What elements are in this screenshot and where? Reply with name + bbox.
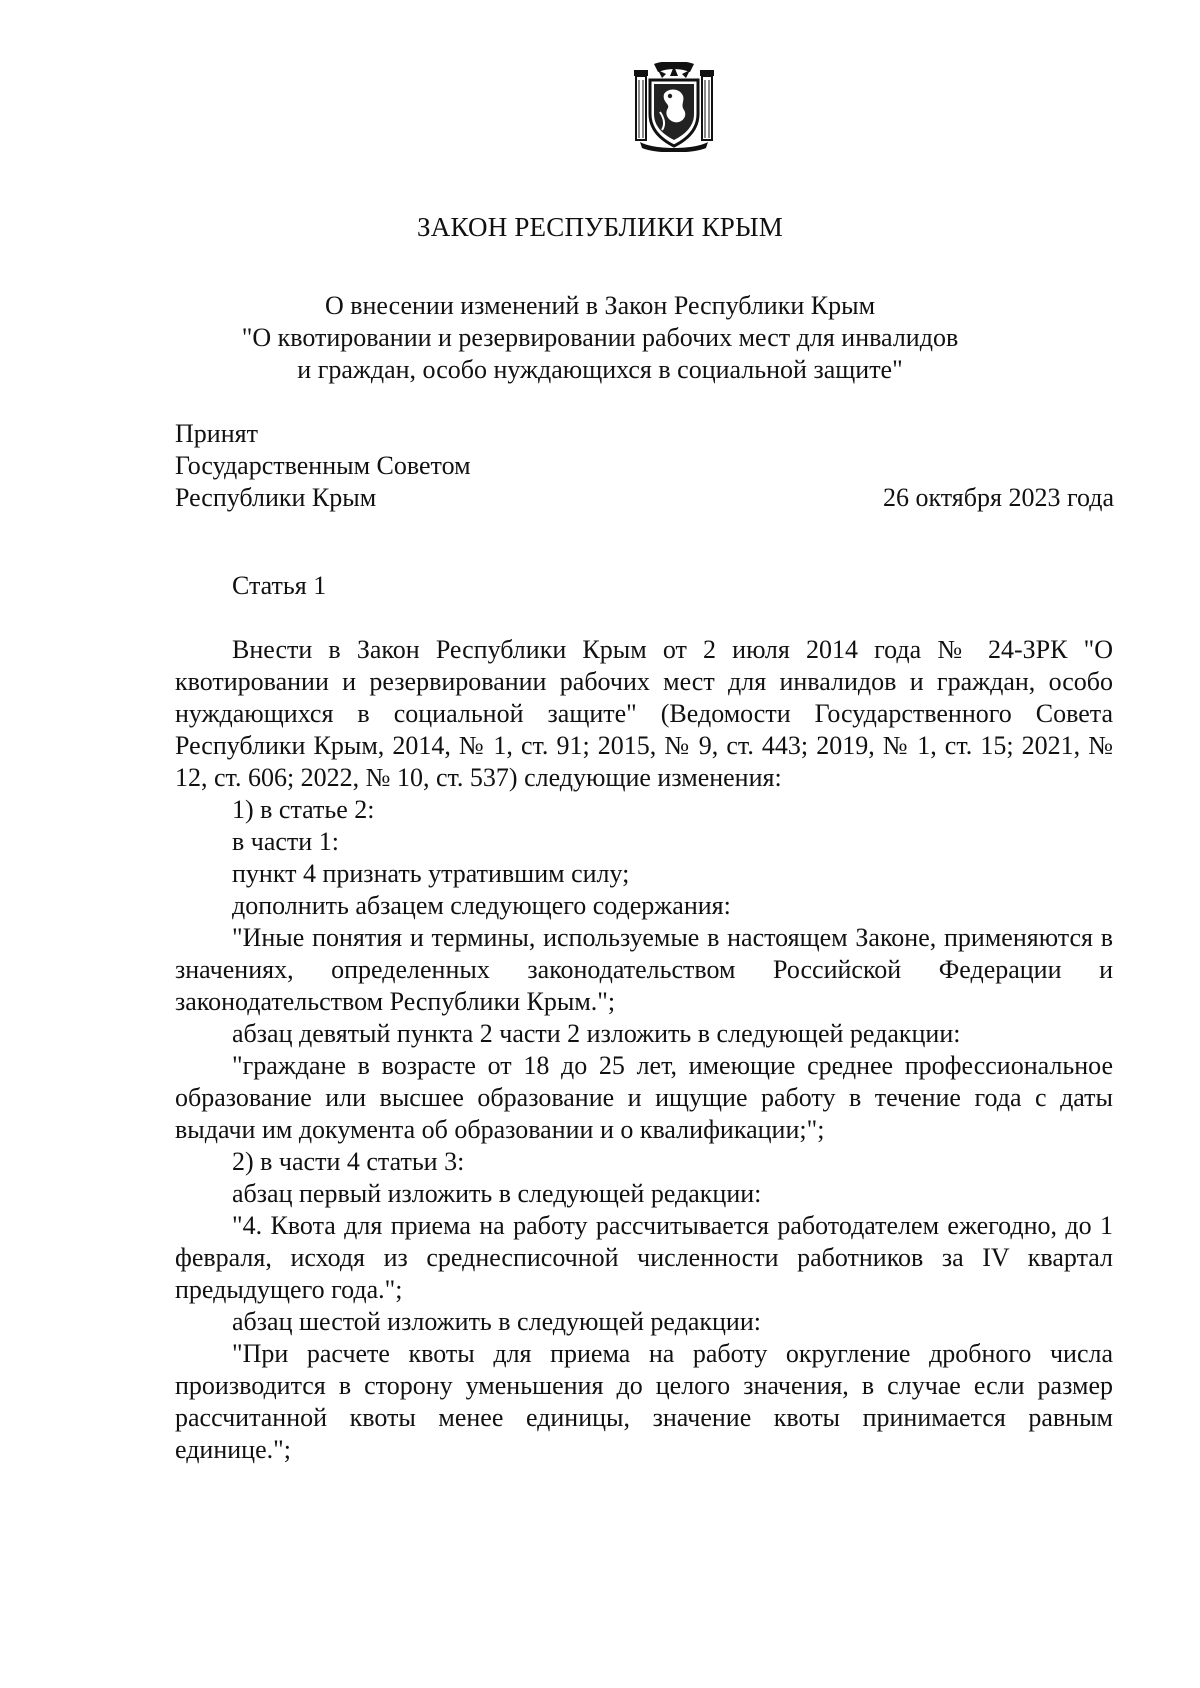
paragraph: абзац девятый пункта 2 части 2 изложить в следующей редакции: bbox=[232, 1019, 961, 1048]
subtitle-line: О внесении изменений в Закон Республики Крым bbox=[324, 291, 876, 320]
document-title: ЗАКОН РЕСПУБЛИКИ КРЫМ bbox=[417, 212, 783, 242]
subtitle-line: и граждан, особо нуждающихся в социальной защите" bbox=[297, 355, 903, 384]
adoption-line: Республики Крым bbox=[175, 483, 377, 512]
subtitle-line: "О квотировании и резервировании рабочих мест для инвалидов bbox=[241, 323, 959, 352]
article-body bbox=[175, 634, 1113, 1466]
crimea-coat-of-arms-icon bbox=[634, 62, 714, 152]
paragraph: "4. Квота для приема на работу рассчитывается работодателем ежегодно, до 1 февраля, исходя из среднесписочной численности работников за IV квартал предыдущего года."; bbox=[175, 1211, 1113, 1304]
adoption-line: Принят bbox=[175, 419, 258, 448]
paragraph: абзац шестой изложить в следующей редакции: bbox=[232, 1307, 761, 1336]
paragraph: Внести в Закон Республики Крым от 2 июля 2014 года № 24-ЗРК "О квотировании и резервировании рабочих мест для инвалидов и граждан, особо нуждающихся в социальной защите" (Ведомости Государственного Совета Республики Крым, 2014, № 1, ст. 91; 2015, № 9, ст. 443; 2019, № 1, ст. 15; 2021, № 12, ст. 606; 2022, № 10, ст. 537) следующие изменения: bbox=[175, 635, 1113, 792]
paragraph: "граждане в возрасте от 18 до 25 лет, имеющие среднее профессиональное образование или высшее образование и ищущие работу в течение года с даты выдачи им документа об образовании и о квалификации;"; bbox=[175, 1051, 1113, 1144]
adoption-line: Государственным Советом bbox=[175, 451, 471, 480]
law-subtitle bbox=[0, 290, 1200, 386]
paragraph: абзац первый изложить в следующей редакции: bbox=[232, 1179, 762, 1208]
paragraph: "Иные понятия и термины, используемые в настоящем Законе, применяются в значениях, определенных законодательством Российской Федерации и законодательством Республики Крым."; bbox=[175, 923, 1113, 1016]
paragraph: пункт 4 признать утратившим силу; bbox=[232, 859, 630, 888]
article-heading: Статья 1 bbox=[232, 571, 327, 600]
paragraph: 2) в части 4 статьи 3: bbox=[232, 1147, 465, 1176]
paragraph: в части 1: bbox=[232, 827, 339, 856]
paragraph: "При расчете квоты для приема на работу округление дробного числа производится в сторону уменьшения до целого значения, в случае если размер рассчитанной квоты менее единицы, значение квоты принимается равным единице."; bbox=[175, 1339, 1113, 1464]
paragraph: дополнить абзацем следующего содержания: bbox=[232, 891, 731, 920]
paragraph: 1) в статье 2: bbox=[232, 795, 375, 824]
adoption-block bbox=[175, 418, 471, 514]
adoption-date: 26 октября 2023 года bbox=[883, 483, 1114, 512]
